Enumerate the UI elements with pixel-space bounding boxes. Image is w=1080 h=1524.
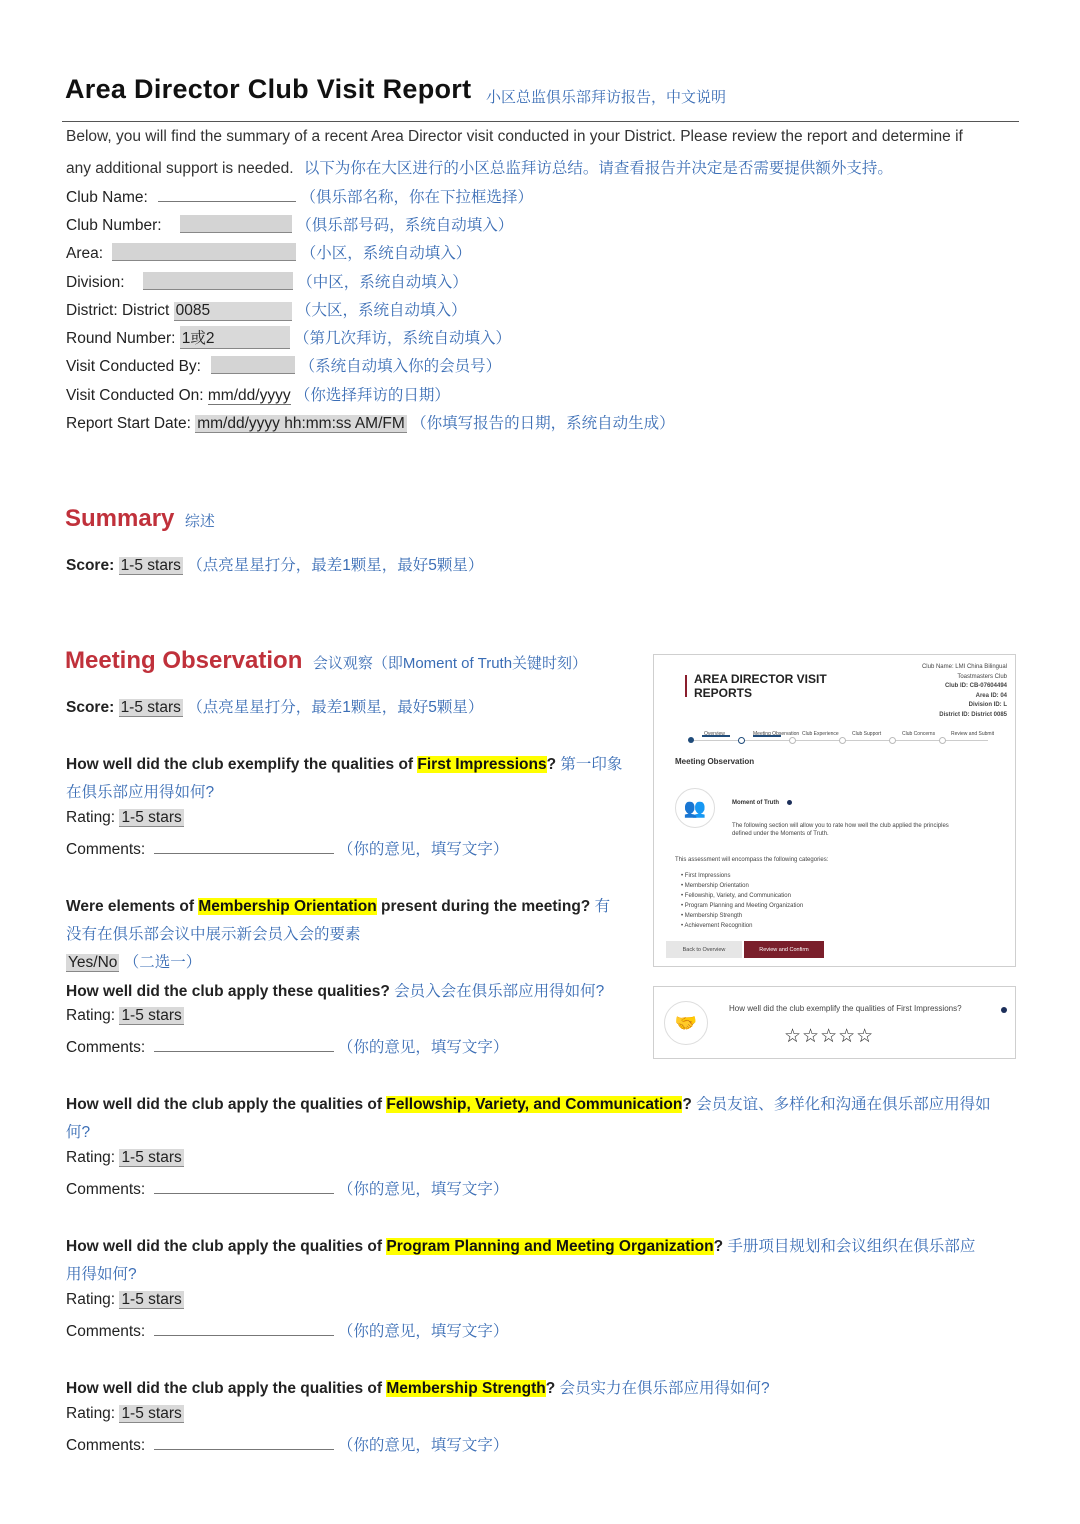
q1-comments-row [66,837,508,859]
step-3-label: Club Experience [802,731,839,737]
q2-comments-input[interactable] [154,1037,334,1052]
q3-rating-row [66,1149,184,1167]
q4-cn-b: 用得如何? [66,1266,137,1283]
meeting-score-row [66,695,483,717]
back-to-overview-button[interactable]: Back to Overview [666,941,742,958]
q1-rating-stars[interactable]: 1-5 stars [121,809,182,826]
q4-rating-row [66,1291,184,1309]
q3-rating-label: Rating: [66,1149,116,1166]
visit-on-date-picker[interactable]: mm/dd/yyyy [207,387,291,404]
q3-line-1: How well did the club apply the qualities of Fellowship, Variety, and Communication? 会员友谊、多样化和沟通在俱乐部应用得如 [66,1096,991,1113]
intro-text-cn: 以下为你在大区进行的小区总监拜访总结。请查看报告并决定是否需要提供额外支持。 [303,160,893,177]
report-date-note: （你填写报告的日期，系统自动生成） [411,415,675,432]
q1-comments-label: Comments: [66,841,146,858]
q5-cn: 会员实力在俱乐部应用得如何? [559,1380,770,1397]
q2-rating-row [66,1007,184,1025]
club-number-field [180,215,292,233]
q2-line-1 [66,894,610,916]
q2-post: present during the meeting? [380,898,591,915]
district-note: （大区，系统自动填入） [295,302,467,319]
round-label: Round Number: [66,330,176,347]
q2b-question: How well did the club apply these qualities? [66,983,390,1000]
app-title-line-2: REPORTS [694,686,753,700]
summary-score-label: Score: [66,557,115,574]
q2-highlight: Membership Orientation [198,898,377,915]
q3-highlight: Fellowship, Variety, and Communication [386,1096,683,1113]
q2-yesno-note: （二选一） [123,954,202,971]
assess-text: This assessment will encompass the following categories: [675,857,829,863]
visit-on-label: Visit Conducted On: [66,387,204,404]
q2-comments-label: Comments: [66,1039,146,1056]
mot-title: Moment of Truth [732,800,779,807]
q3-cn-b: 何? [66,1124,91,1141]
step-5-label: Club Concerns [902,731,936,737]
app-screenshot-panel [653,654,1016,967]
step-2-label: Meeting Observation [753,731,800,737]
q2-cn-b: 没有在俱乐部会议中展示新会员入会的要素 [66,926,361,943]
people-meeting-icon: 👥 [675,788,715,828]
division-field [143,272,293,290]
visit-by-field [211,356,295,374]
q1-rating-label: Rating: [66,809,116,826]
meeting-score-note: （点亮星星打分，最差1颗星，最好5颗星） [187,699,484,716]
star-rating-input[interactable]: ☆☆☆☆☆ [784,1026,875,1047]
club-info-block [922,663,1007,720]
step-1-dot[interactable] [688,737,694,743]
q1-line-1: How well did the club exemplify the qualities of First Impressions? 第一印象 [66,756,623,773]
q5-rating-stars[interactable]: 1-5 stars [121,1405,182,1422]
header-divider [62,121,1019,122]
step-1-label: Overview [704,731,725,737]
q4-comments-note: （你的意见，填写文字） [337,1323,509,1340]
district-label: District: District [66,302,170,319]
category-item: • Fellowship, Variety, and Communication [681,893,791,899]
q4-line-1: How well did the club apply the qualities of Program Planning and Meeting Organization? 手册项目规划和会议组织在俱乐部应 [66,1238,976,1255]
q4-comments-row [66,1319,508,1341]
visit-by-row [66,354,501,376]
report-date-row [66,411,675,433]
q5-comments-row [66,1433,508,1455]
q2-yesno-toggle[interactable]: Yes/No [68,954,118,971]
app-title [694,672,827,700]
category-item: • Achievement Recognition [681,923,753,929]
visit-on-note: （你选择拜访的日期） [294,387,450,404]
q3-cn-a: 会员友谊、多样化和沟通在俱乐部应用得如 [696,1096,991,1113]
step-2-dot[interactable] [738,737,745,744]
q4-comments-label: Comments: [66,1323,146,1340]
step-6-dot[interactable] [939,737,946,744]
category-item: • Membership Orientation [681,883,749,889]
division-label: Division: [66,274,125,291]
report-date-label: Report Start Date: [66,415,191,432]
summary-score-row [66,553,483,575]
meeting-heading-cn: 会议观察（即Moment of Truth关键时刻） [312,655,588,672]
categories-list [681,871,803,931]
q4-cn-a: 手册项目规划和会议组织在俱乐部应 [727,1238,976,1255]
q2-comments-row [66,1035,508,1057]
step-3-dot[interactable] [789,737,796,744]
q2-rating-label: Rating: [66,1007,116,1024]
round-value: 1或2 [180,326,290,349]
area-row [66,241,471,263]
rating-card-panel [653,986,1016,1059]
category-item: • Program Planning and Meeting Organization [681,903,804,909]
mot-title-row [732,800,792,806]
intro-line-2 [66,156,893,178]
q2-pre: Were elements of [66,898,195,915]
info-dot-icon [1001,1007,1007,1013]
q1-rating-row [66,809,184,827]
step-4-dot[interactable] [839,737,846,744]
info-club-name-2: Toastmasters Club [957,673,1007,680]
club-name-row [66,185,533,207]
category-item: • Membership Strength [681,913,743,919]
intro-text-2: any additional support is needed. [66,160,294,177]
q2-comments-note: （你的意见，填写文字） [337,1039,509,1056]
q1-comments-input[interactable] [154,839,334,854]
step-4-label: Club Support [852,731,882,737]
q3-comments-row [66,1177,508,1199]
q5-comments-input[interactable] [154,1435,334,1450]
summary-heading-row [65,505,215,533]
step-5-dot[interactable] [889,737,896,744]
section-title: Meeting Observation [675,757,755,766]
q2-cn-a: 有 [594,898,611,915]
q3-comments-note: （你的意见，填写文字） [337,1181,509,1198]
visit-by-label: Visit Conducted By: [66,358,201,375]
info-division-id: Division ID: L [968,702,1007,708]
club-number-note: （俱乐部号码，系统自动填入） [296,217,514,234]
division-note: （中区，系统自动填入） [297,274,468,291]
club-number-row [66,213,513,235]
q1-comments-note: （你的意见，填写文字） [337,841,509,858]
title-accent-bar [685,675,687,697]
club-name-dropdown[interactable] [158,185,296,202]
info-dot-icon [787,800,792,805]
page-title-cn: 小区总监俱乐部拜访报告，中文说明 [486,89,727,106]
q3-prefix: How well did the club apply the qualities of [66,1096,383,1113]
summary-heading-cn: 综述 [184,513,215,530]
q4-rating-stars[interactable]: 1-5 stars [121,1291,182,1308]
category-item: • First Impressions [681,873,731,879]
q1-cn-b: 在俱乐部应用得如何? [66,784,215,801]
q1-cn-a: 第一印象 [560,756,623,773]
q2b-row [66,979,604,1001]
club-number-label: Club Number: [66,217,162,234]
mot-description [732,822,949,838]
summary-score-stars[interactable]: 1-5 stars [120,557,181,574]
mot-desc-1: The following section will allow you to rate how well the club applied the principles [732,823,949,829]
district-value: 0085 [174,302,292,321]
q3-rating-stars[interactable]: 1-5 stars [121,1149,182,1166]
round-note: （第几次拜访，系统自动填入） [294,330,512,347]
q5-comments-label: Comments: [66,1437,146,1454]
q5-rating-label: Rating: [66,1405,116,1422]
card-question: How well did the club exemplify the qualities of First Impressions? [729,1004,962,1013]
meeting-heading: Meeting Observation [65,647,303,674]
q3-comments-input[interactable] [154,1179,334,1194]
q3-comments-label: Comments: [66,1181,146,1198]
report-date-value: mm/dd/yyyy hh:mm:ss AM/FM [197,415,405,432]
step-6-label: Review and Submit [951,731,995,737]
area-note: （小区，系统自动填入） [300,245,472,262]
q4-rating-label: Rating: [66,1291,116,1308]
mot-desc-2: defined under the Moments of Truth. [732,831,829,837]
app-title-line-1: AREA DIRECTOR VISIT [694,672,827,686]
visit-by-note: （系统自动填入你的会员号） [299,358,502,375]
review-and-confirm-button[interactable]: Review and Confirm [744,941,824,958]
q5-prefix: How well did the club apply the qualities of [66,1380,383,1397]
meeting-score-label: Score: [66,699,115,716]
handshake-icon: 🤝 [664,1001,708,1045]
area-label: Area: [66,245,104,262]
q2-rating-stars[interactable]: 1-5 stars [121,1007,182,1024]
club-name-note: （俱乐部名称，你在下拉框选择） [300,189,533,206]
q2-yesno-row [66,950,201,972]
summary-score-note: （点亮星星打分，最差1颗星，最好5颗星） [187,557,484,574]
info-district-id: District ID: District 0085 [939,711,1007,718]
area-field [112,243,296,261]
info-club-name: Club Name: LMI China Bilingual [921,664,1007,670]
meeting-heading-row [65,647,587,675]
info-club-id: Club ID: CB-07604494 [944,683,1007,689]
visit-on-row [66,383,450,405]
q5-highlight: Membership Strength [386,1380,546,1397]
club-name-label: Club Name: [66,189,148,206]
district-row [66,298,466,321]
q5-rating-row [66,1405,184,1423]
q1-prefix: How well did the club exemplify the qualities of [66,756,414,773]
q5-comments-note: （你的意见，填写文字） [337,1437,509,1454]
q4-comments-input[interactable] [154,1321,334,1336]
q1-highlight: First Impressions [417,756,547,773]
division-row [66,270,468,292]
page-title: Area Director Club Visit Report [65,74,472,104]
q5-line-1: How well did the club apply the qualities of Membership Strength? 会员实力在俱乐部应用得如何? [66,1380,770,1397]
summary-heading: Summary [65,505,175,532]
intro-text-1: Below, you will find the summary of a recent Area Director visit conducted in your District. Please review the report and determine if [66,128,963,145]
q4-highlight: Program Planning and Meeting Organization [386,1238,714,1255]
meeting-score-stars[interactable]: 1-5 stars [120,699,181,716]
q2b-cn: 会员入会在俱乐部应用得如何? [394,983,605,1000]
info-area-id: Area ID: 04 [975,692,1007,699]
round-row [66,326,511,349]
q4-prefix: How well did the club apply the qualities of [66,1238,383,1255]
